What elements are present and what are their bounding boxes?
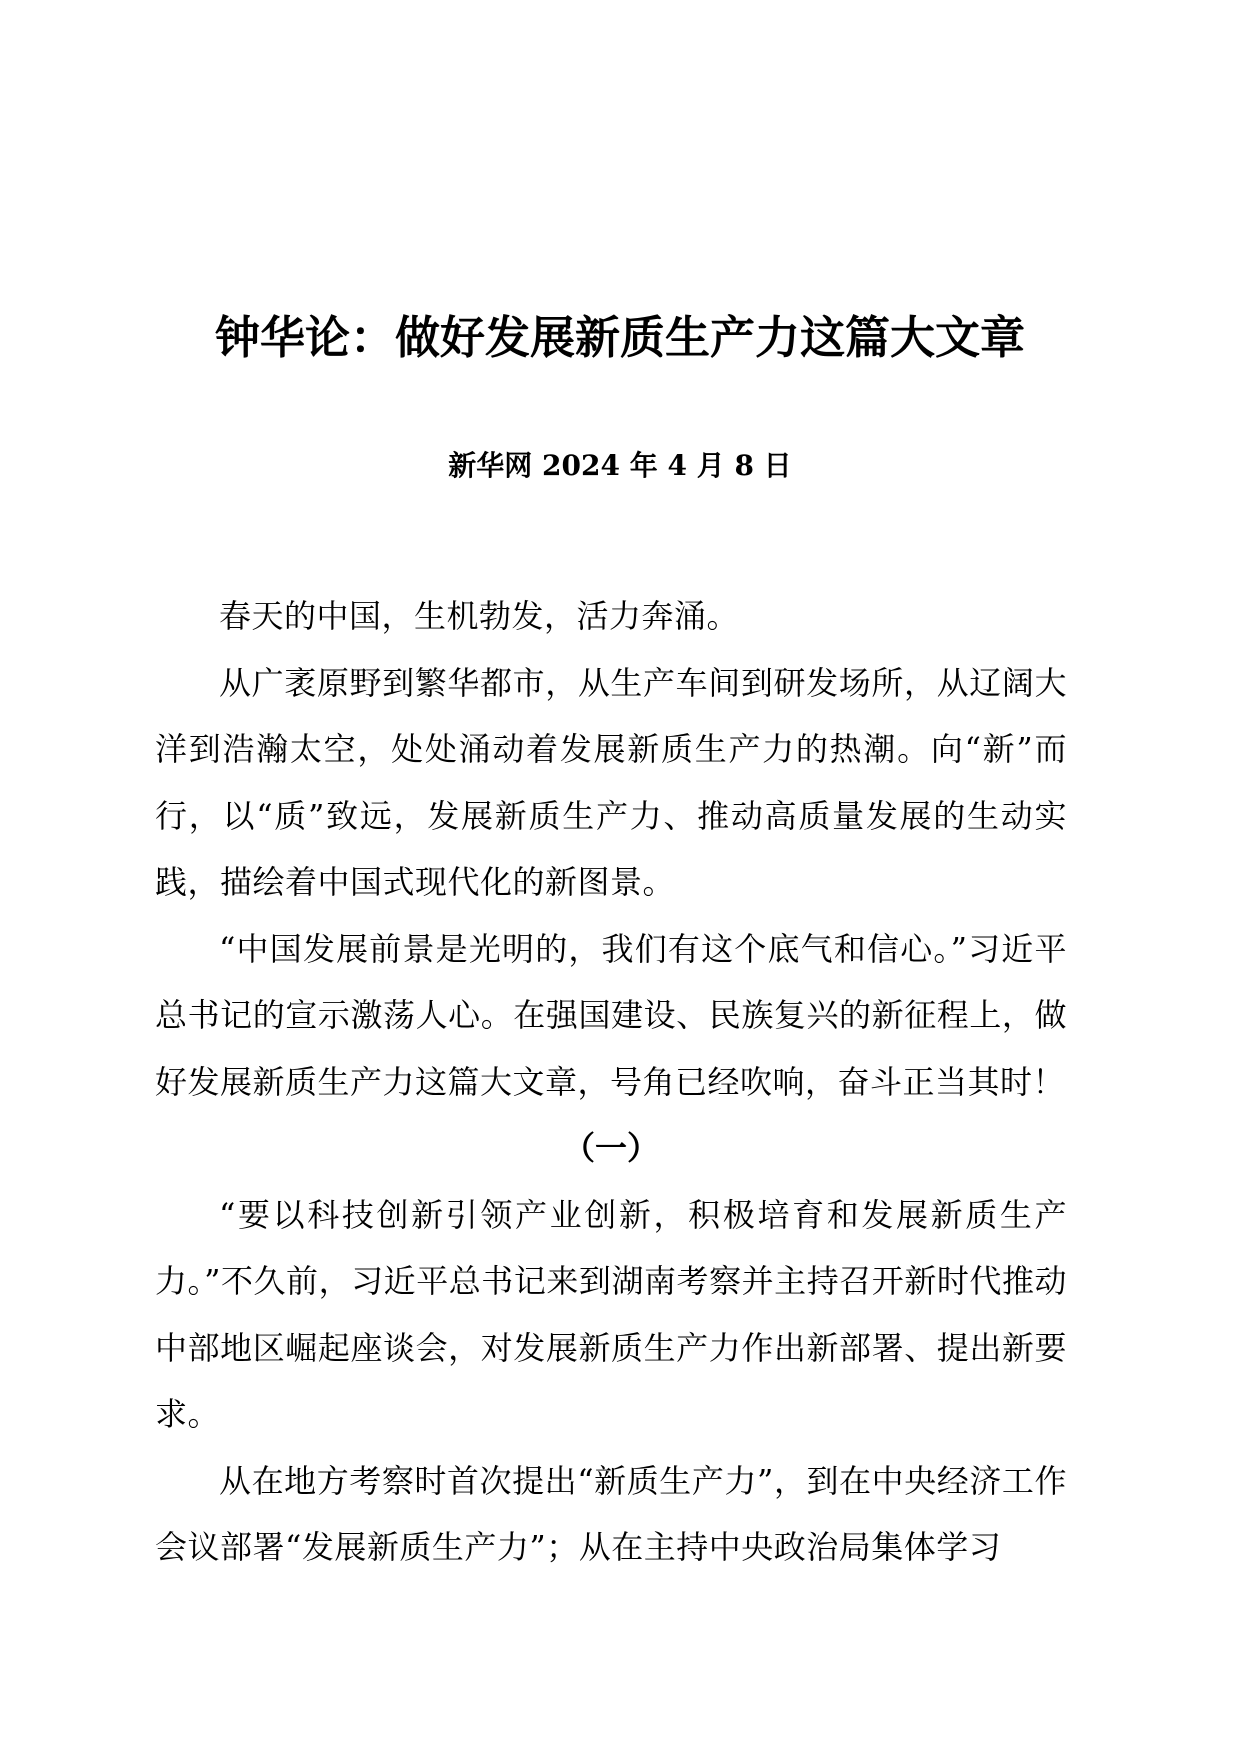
article-dateline: 新华网 2024 年 4 月 8 日 (448, 449, 792, 482)
article-title: 钟华论：做好发展新质生产力这篇大文章 (214, 311, 1025, 364)
body-paragraph: 春天的中国，生机勃发，活力奔涌。 (219, 597, 740, 635)
body-paragraph: “要以科技创新引领产业创新，积极培育和发展新质生产力。”不久前，习近平总书记来到湖南考察并主持召开新时代推动中部地区崛起座谈会，对发展新质生产力作出新部署、提出新要求。 (155, 1195, 1067, 1433)
section-heading: （一） (562, 1129, 659, 1167)
body-paragraph: “中国发展前景是光明的，我们有这个底气和信心。”习近平总书记的宣示激荡人心。在强国建设、民族复兴的新征程上，做好发展新质生产力这篇大文章，号角已经吹响，奋斗正当其时！ (155, 929, 1067, 1101)
article-body (155, 583, 1067, 1581)
body-paragraph: 从广袤原野到繁华都市，从生产车间到研发场所，从辽阔大洋到浩瀚太空，处处涌动着发展新质生产力的热潮。向“新”而行，以“质”致远，发展新质生产力、推动高质量发展的生动实践，描绘着中国式现代化的新图景。 (155, 663, 1067, 901)
body-paragraph: 从在地方考察时首次提出“新质生产力”，到在中央经济工作会议部署“发展新质生产力”；从在主持中央政治局集体学习 (155, 1461, 1067, 1566)
